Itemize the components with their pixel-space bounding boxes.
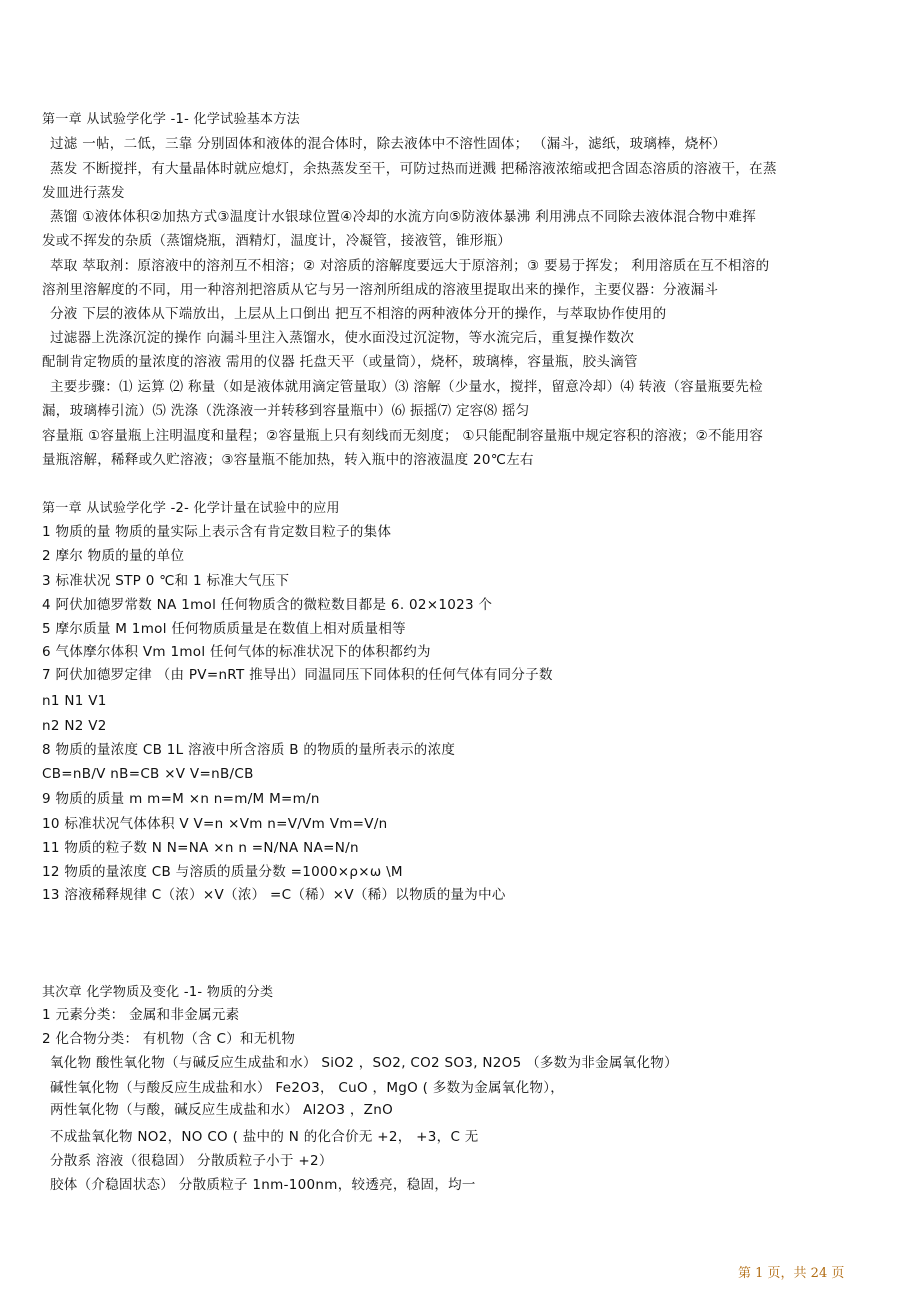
section2-line: 6 气体摩尔体积 Vm 1mol 任何气体的标准状况下的体积都约为 — [42, 644, 431, 660]
section2-line: 1 物质的量 物质的量实际上表示含有肯定数目粒子的集体 — [42, 524, 392, 540]
section2-line: 13 溶液稀释规律 C（浓）×V（浓） =C（稀）×V（稀）以物质的量为中心 — [42, 887, 506, 903]
section2-line: 11 物质的粒子数 N N=NA ×n n =N/NA NA=N/n — [42, 840, 359, 856]
section2-line: n1 N1 V1 — [42, 693, 107, 709]
section1-line: 量瓶溶解，稀释或久贮溶液；③容量瓶不能加热，转入瓶中的溶液温度 20℃左右 — [42, 452, 534, 468]
section1-line: 过滤 一帖，二低，三靠 分别固体和液体的混合体时，除去液体中不溶性固体； （漏斗，滤纸，玻璃棒，烧杯） — [50, 136, 727, 152]
section2-line: CB=nB/V nB=CB ×V V=nB/CB — [42, 766, 254, 782]
section1-line: 萃取 萃取剂：原溶液中的溶剂互不相溶；② 对溶质的溶解度要远大于原溶剂；③ 要易于挥发； 利用溶质在互不相溶的 — [50, 258, 770, 274]
section1-line: 蒸发 不断搅拌，有大量晶体时就应熄灯，余热蒸发至干，可防过热而迸溅 把稀溶液浓缩或把含固态溶质的溶液干，在蒸 — [50, 161, 777, 177]
section3-line: 不成盐氧化物 NO2，NO CO ( 盐中的 N 的化合价无 +2， +3，C 无 — [50, 1129, 479, 1145]
section3-heading: 其次章 化学物质及变化 -1- 物质的分类 — [42, 985, 274, 1000]
section2-line: 9 物质的质量 m m=M ×n n=m/M M=m/n — [42, 791, 320, 807]
section2-line: 4 阿伏加德罗常数 NA 1mol 任何物质含的微粒数目都是 6. 02×1023 个 — [42, 597, 493, 613]
section3-line: 碱性氧化物（与酸反应生成盐和水） Fe2O3， CuO ，MgO ( 多数为金属氧化物）， — [50, 1080, 565, 1096]
section1-line: 发或不挥发的杂质（蒸馏烧瓶，酒精灯，温度计，冷凝管，接液管，锥形瓶） — [42, 233, 512, 249]
section1-line: 容量瓶 ①容量瓶上注明温度和量程；②容量瓶上只有刻线而无刻度； ①只能配制容量瓶中规定容积的溶液；②不能用容 — [42, 428, 764, 444]
section3-line: 胶体（介稳固状态） 分散质粒子 1nm-100nm，较透亮，稳固，均一 — [50, 1177, 476, 1193]
section3-line: 分散系 溶液（很稳固） 分散质粒子小于 +2） — [50, 1153, 333, 1169]
section2-line: 2 摩尔 物质的量的单位 — [42, 548, 185, 564]
section2-line: 10 标准状况气体体积 V V=n ×Vm n=V/Vm Vm=V/n — [42, 816, 388, 832]
section2-line: 12 物质的量浓度 CB 与溶质的质量分数 =1000×ρ×ω \M — [42, 864, 403, 880]
section2-line: 5 摩尔质量 M 1mol 任何物质质量是在数值上相对质量相等 — [42, 621, 406, 637]
section1-heading: 第一章 从试验学化学 -1- 化学试验基本方法 — [42, 112, 300, 127]
section1-line: 分液 下层的液体从下端放出，上层从上口倒出 把互不相溶的两种液体分开的操作，与萃取协作使用的 — [50, 306, 667, 322]
section3-line: 1 元素分类： 金属和非金属元素 — [42, 1007, 240, 1023]
section1-line: 主要步骤：⑴ 运算 ⑵ 称量（如是液体就用滴定管量取）⑶ 溶解（少量水，搅拌，留意冷却）⑷ 转液（容量瓶要先检 — [50, 379, 763, 395]
section1-line: 溶剂里溶解度的不同，用一种溶剂把溶质从它与另一溶剂所组成的溶液里提取出来的操作，主要仪器：分液漏斗 — [42, 282, 719, 298]
section3-line: 两性氧化物（与酸，碱反应生成盐和水） Al2O3 ，ZnO — [50, 1102, 394, 1118]
section2-line: 3 标准状况 STP 0 ℃和 1 标准大气压下 — [42, 573, 290, 589]
section1-line: 配制肯定物质的量浓度的溶液 需用的仪器 托盘天平（或量筒），烧杯，玻璃棒，容量瓶，胶头滴管 — [42, 354, 638, 370]
section1-line: 发皿进行蒸发 — [42, 185, 125, 201]
section2-line: 7 阿伏加德罗定律 （由 PV=nRT 推导出）同温同压下同体积的任何气体有同分子数 — [42, 667, 553, 683]
section1-line: 过滤器上洗涤沉淀的操作 向漏斗里注入蒸馏水，使水面没过沉淀物，等水流完后，重复操作数次 — [50, 330, 635, 346]
section2-line: n2 N2 V2 — [42, 718, 107, 734]
section2-line: 8 物质的量浓度 CB 1L 溶液中所含溶质 B 的物质的量所表示的浓度 — [42, 742, 456, 758]
section1-line: 漏，玻璃棒引流）⑸ 洗涤（洗涤液一并转移到容量瓶中）⑹ 振摇⑺ 定容⑻ 摇匀 — [42, 403, 530, 419]
section2-heading: 第一章 从试验学化学 -2- 化学计量在试验中的应用 — [42, 501, 340, 516]
page-number: 第 1 页，共 24 页 — [738, 1266, 845, 1281]
section3-line: 2 化合物分类： 有机物（含 C）和无机物 — [42, 1031, 296, 1047]
section1-line: 蒸馏 ①液体体积②加热方式③温度计水银球位置④冷却的水流方向⑤防液体暴沸 利用沸点不同除去液体混合物中难挥 — [50, 209, 756, 225]
section3-line: 氧化物 酸性氧化物（与碱反应生成盐和水） SiO2 ，SO2, CO2 SO3, N2O5 （多数为非金属氧化物） — [50, 1055, 678, 1071]
